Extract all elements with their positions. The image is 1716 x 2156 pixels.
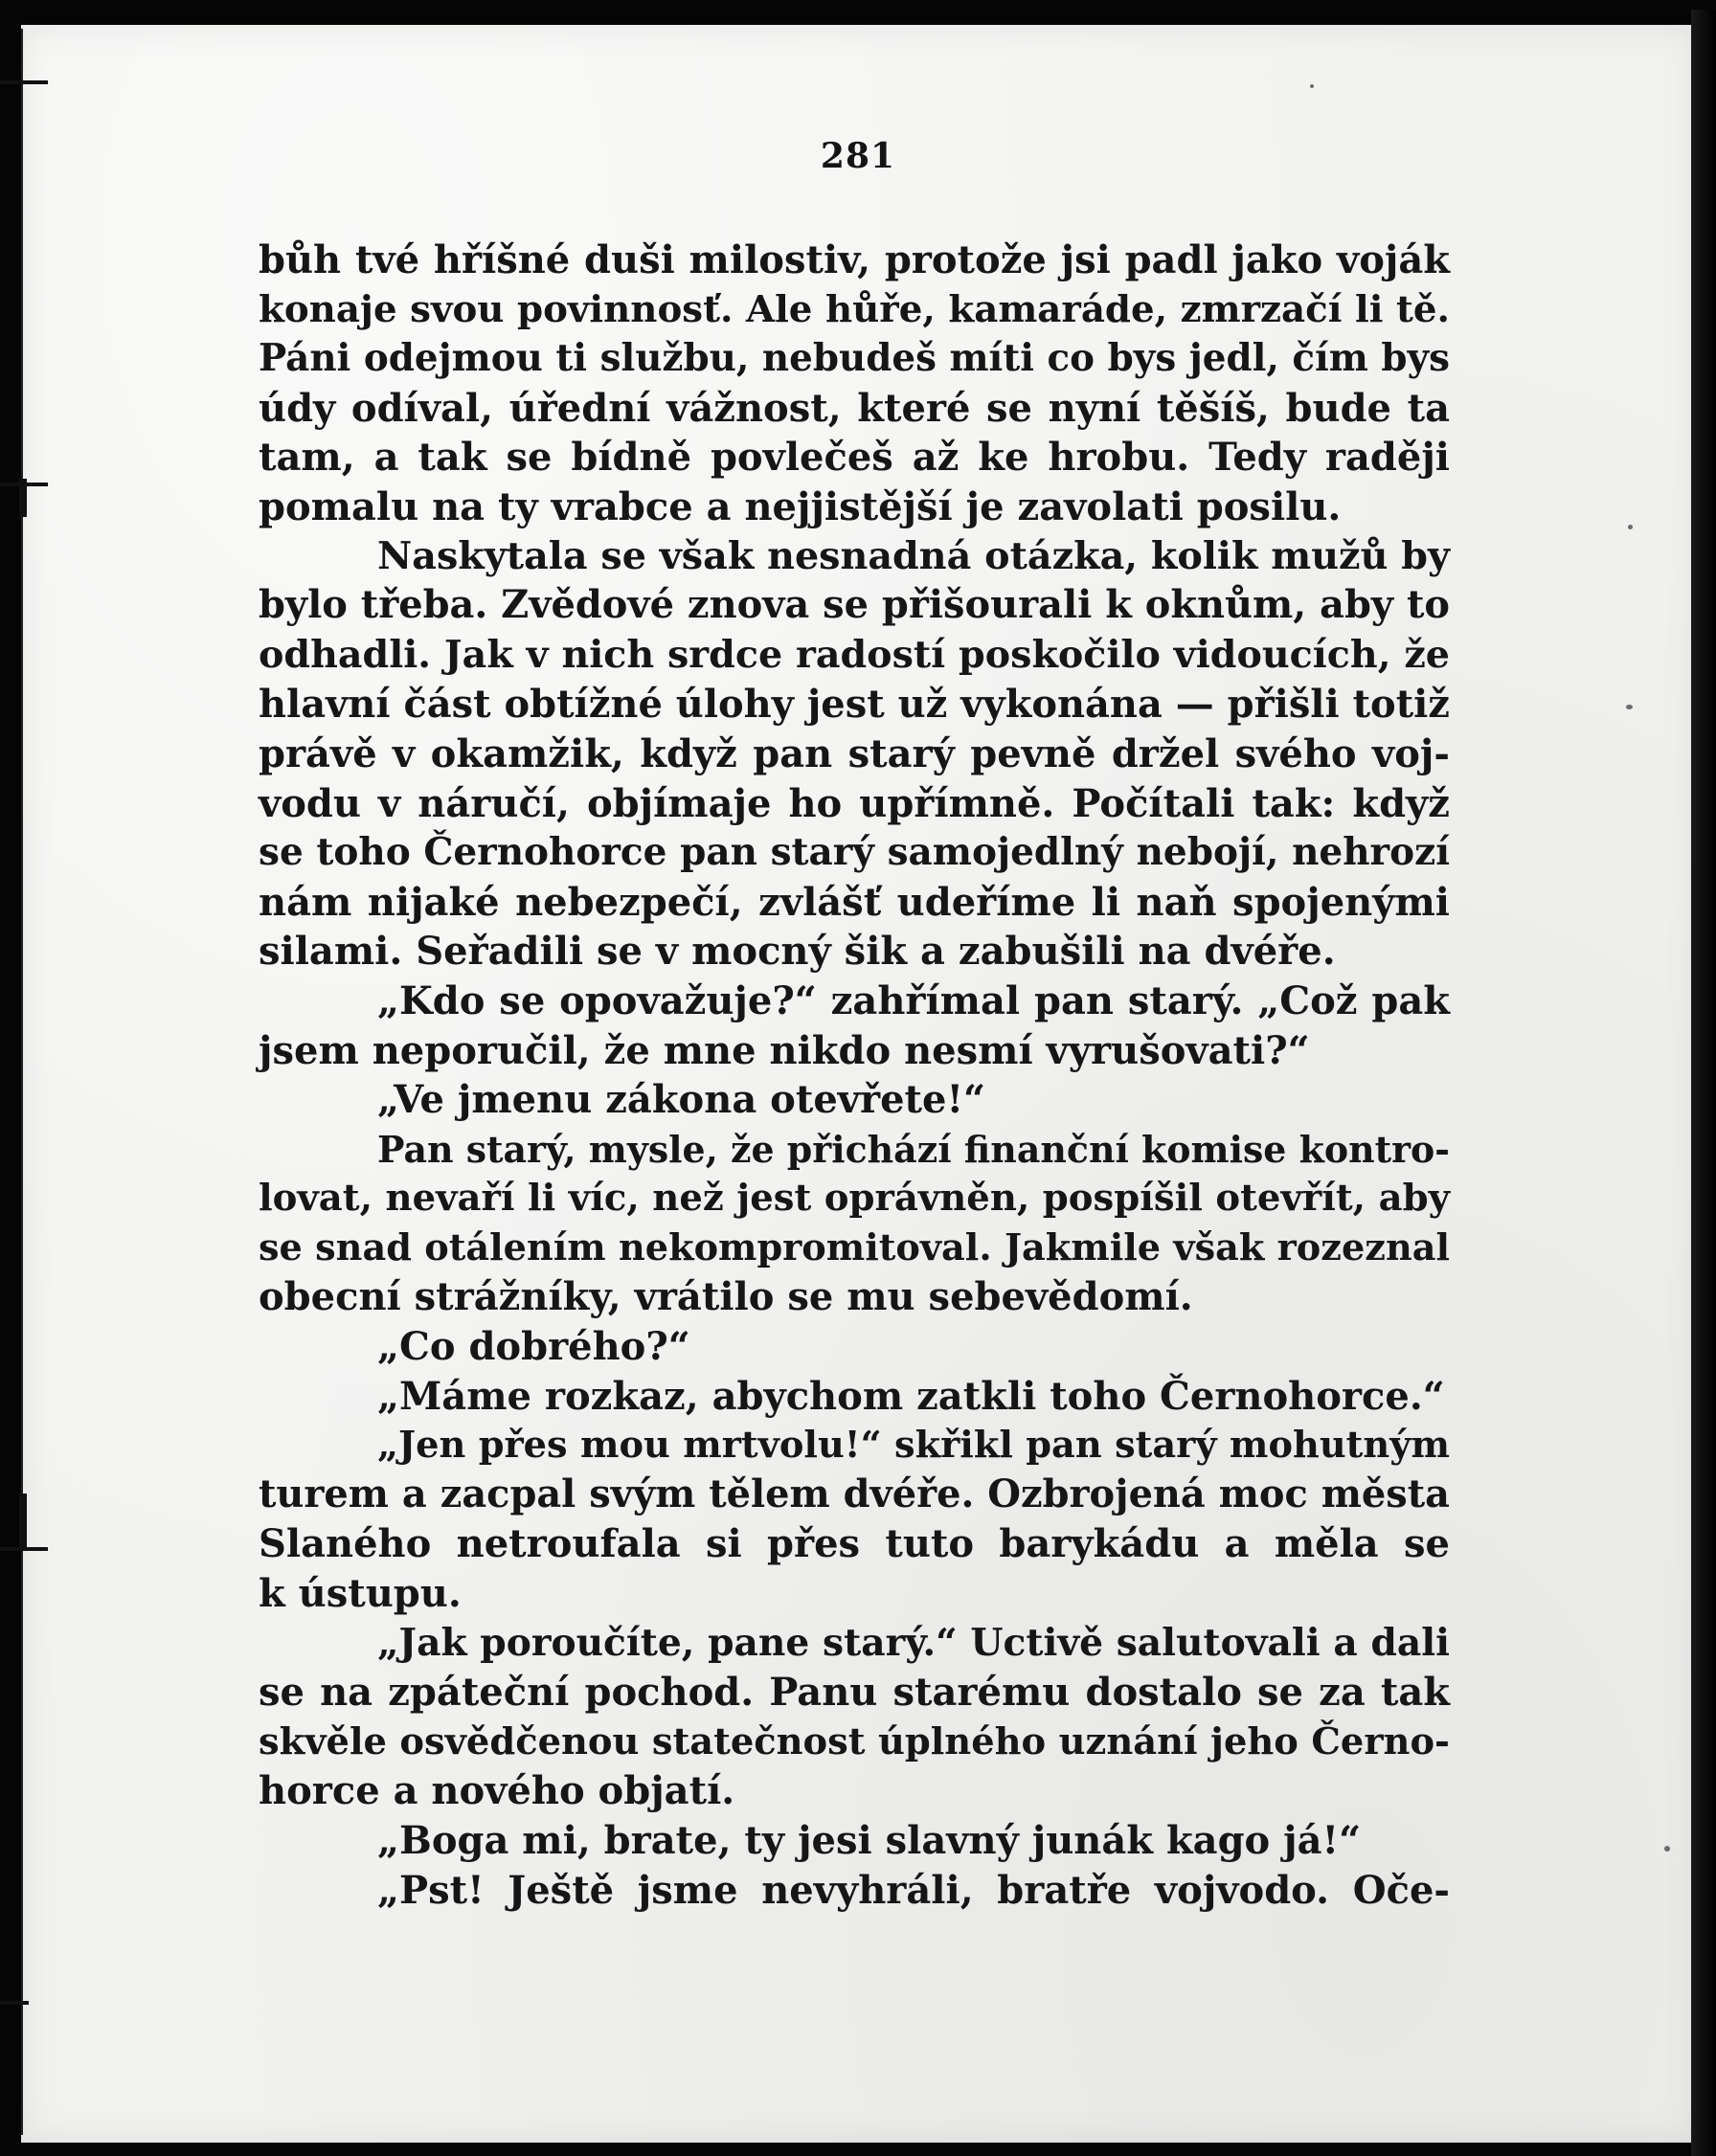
text-line: skvěle osvědčenou statečnost úplného uznání jeho Černo- [259,1719,1450,1763]
text-line: se na zpáteční pochod. Panu starému dostalo se za tak [259,1670,1450,1716]
paper-speck [1626,705,1633,709]
body-text [259,236,1450,1915]
page-number: 281 [820,136,896,176]
text-line: tam, a tak se bídně povlečeš až ke hrobu. Tedy raději [259,435,1450,481]
text-line: „Ve jmenu zákona otevřete!“ [377,1077,986,1123]
text-line: se toho Černohorce pan starý samojedlný nebojí, nehrozí [259,830,1450,875]
text-line: Pan starý, mysle, že přichází finanční komise kontro- [377,1127,1450,1171]
text-line: údy odíval, úřední vážnost, které se nyní těšíš, bude ta [259,385,1450,431]
text-line: konaje svou povinnosť. Ale hůře, kamaráde, zmrzačí li tě. [259,287,1450,331]
text-line: právě v okamžik, když pan starý pevně držel svého voj- [259,730,1450,776]
text-line: turem a zacpal svým tělem dvéře. Ozbrojená moc města [259,1471,1450,1516]
text-line: „Máme rozkaz, abychom zatkli toho Černohorce.“ [377,1373,1445,1419]
text-line: obecní strážníky, vrátilo se mu sebevědomí. [259,1274,1193,1320]
text-line: horce a nového objatí. [259,1768,735,1814]
text-line: lovat, nevaří li víc, než jest oprávněn, pospíšil otevřít, aby [259,1177,1450,1221]
text-line: nám nijaké nebezpečí, zvlášť udeříme li naň spojenými [259,879,1450,925]
text-line: bylo třeba. Zvědové znova se přišourali k oknům, aby to [259,583,1450,628]
text-line: „Co dobrého?“ [377,1324,690,1370]
text-line: Slaného netroufala si přes tuto barykádu a měla se [259,1521,1450,1567]
text-line: „Kdo se opovažuje?“ zahřímal pan starý. „Což pak [377,977,1450,1023]
paper-speck [1628,525,1633,529]
paper-speck [1664,1846,1670,1852]
text-line: hlavní část obtížné úlohy jest už vykonána — přišli totiž [259,682,1450,728]
text-line: silami. Seřadili se v mocný šik a zabušili na dvéře. [259,929,1336,975]
text-line: jsem neporučil, že mne nikdo nesmí vyrušovati?“ [259,1027,1310,1073]
text-line: k ústupu. [259,1571,462,1617]
text-line: pomalu na ty vrabce a nejjistější je zavolati posilu. [259,483,1342,529]
text-line: se snad otálením nekompromitoval. Jakmile však rozeznal [259,1225,1450,1269]
paper-speck [1310,84,1314,88]
text-line: odhadli. Jak v nich srdce radostí poskočilo vidoucích, že [259,632,1450,677]
binding-mark [19,479,27,517]
text-line: „Boga mi, brate, ty jesi slavný junák kago já!“ [377,1818,1362,1863]
text-line: „Jen přes mou mrtvolu!“ skřikl pan starý mohutným [377,1424,1450,1468]
page-edge-shadow [1691,10,1716,2156]
text-line: bůh tvé hříšné duši milostiv, protože jsi padl jako voják [259,237,1450,282]
binding-gutter [21,29,23,2135]
text-line: „Pst! Ještě jsme nevyhráli, bratře vojvodo. Oče- [377,1867,1450,1913]
binding-mark [19,1493,27,1551]
binding-mark [0,2001,29,2005]
binding-mark [0,80,48,84]
text-line: vodu v náručí, objímaje ho upřímně. Počítali tak: když [259,780,1450,826]
text-line: „Jak poroučíte, pane starý.“ Uctivě salutovali a dali [377,1620,1450,1665]
text-line: Páni odejmou ti službu, nebudeš míti co bys jedl, čím bys [259,337,1450,381]
text-line: Naskytala se však nesnadná otázka, kolik mužů by [377,533,1450,578]
